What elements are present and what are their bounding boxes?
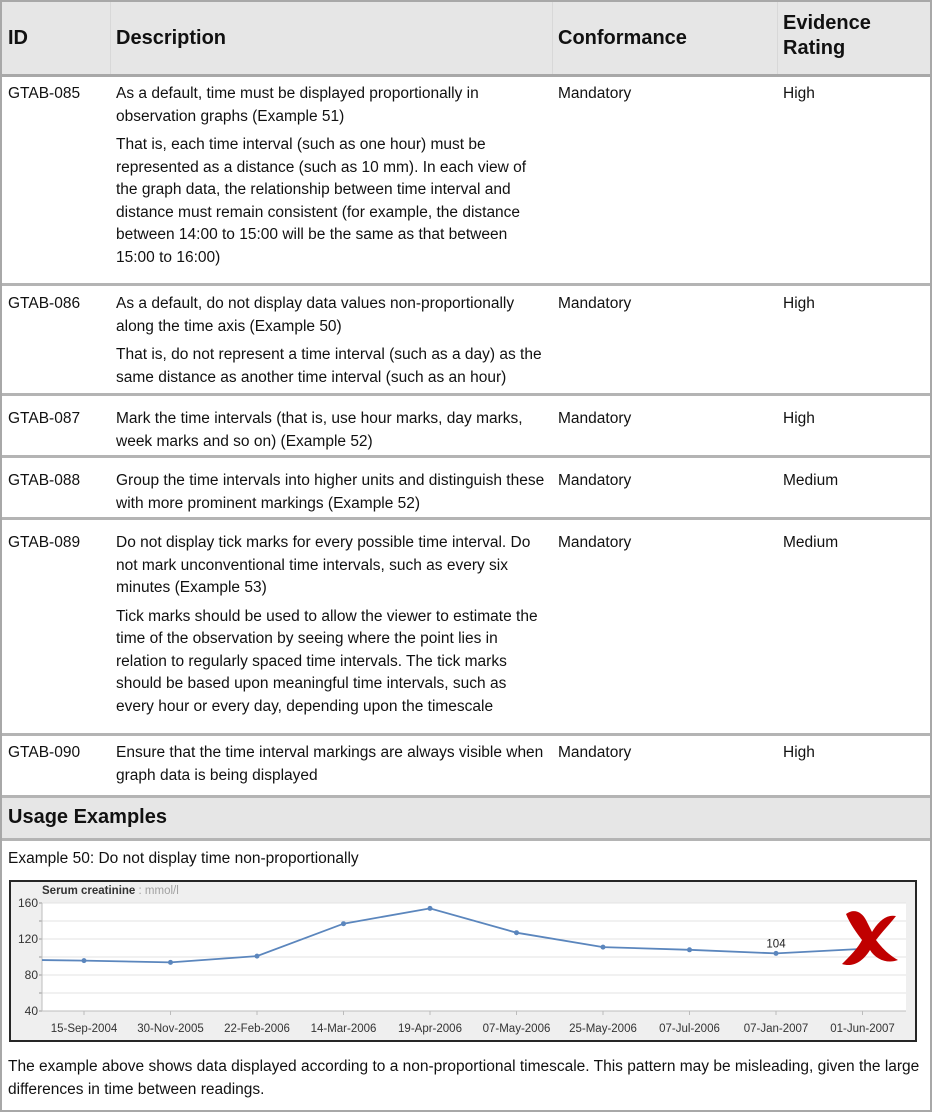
- description-main: Ensure that the time interval markings are always visible when graph data is being displayed: [116, 744, 544, 784]
- header-description: Description: [116, 27, 227, 49]
- row-conformance: Mandatory: [558, 85, 632, 102]
- x-tick-label: 15-Sep-2004: [50, 1023, 118, 1035]
- description-main: Mark the time intervals (that is, use hour marks, day marks, week marks and so on) (Example 52): [116, 410, 523, 450]
- table-row: [2, 77, 930, 286]
- divider: [777, 2, 778, 74]
- data-point[interactable]: [774, 951, 779, 956]
- row-id: GTAB-085: [8, 85, 81, 102]
- row-description: [116, 293, 548, 389]
- data-point[interactable]: [255, 954, 260, 959]
- table-row: [2, 520, 930, 736]
- chart-unit-separator: :: [135, 885, 145, 897]
- data-point[interactable]: [341, 921, 346, 926]
- table-row: [2, 736, 930, 798]
- row-evidence-rating: Medium: [783, 472, 839, 489]
- x-tick-label: 07-Jan-2007: [743, 1023, 809, 1035]
- row-evidence-rating: High: [783, 744, 815, 761]
- y-tick-label: 80: [24, 968, 38, 982]
- row-conformance: Mandatory: [558, 295, 632, 312]
- data-point[interactable]: [428, 906, 433, 911]
- y-tick-label: 120: [17, 932, 38, 946]
- divider: [552, 2, 553, 74]
- example-caption: The example above shows data displayed according to a non-proportional timescale. This pattern may be misleading, given the large differences in time between readings.: [8, 1058, 920, 1098]
- data-point[interactable]: [687, 947, 692, 952]
- row-id: GTAB-089: [8, 534, 81, 551]
- data-point[interactable]: [514, 930, 519, 935]
- description-detail: That is, do not represent a time interval (such as a day) as the same distance as another time interval (such as an hour): [116, 346, 542, 386]
- x-tick-label: 30-Nov-2005: [137, 1023, 204, 1035]
- row-evidence-rating: High: [783, 85, 815, 102]
- row-evidence-rating: High: [783, 410, 815, 427]
- data-point[interactable]: [601, 945, 606, 950]
- row-description: [116, 83, 548, 269]
- row-description: [116, 470, 548, 515]
- data-point[interactable]: [168, 960, 173, 965]
- table-row: [2, 396, 930, 458]
- y-tick-label: 40: [24, 1004, 38, 1018]
- table-row: [2, 286, 930, 396]
- row-id: GTAB-090: [8, 744, 81, 761]
- table-header: [2, 2, 930, 77]
- row-conformance: Mandatory: [558, 534, 632, 551]
- description-detail: Tick marks should be used to allow the viewer to estimate the time of the observation by seeing where the point lies in relation to regularly spaced time intervals. The tick marks should be based upon meaningful time intervals, such as every hour or every day, depending upon the timescale: [116, 607, 538, 715]
- data-point[interactable]: [82, 958, 87, 963]
- chart-title-label: Serum creatinine: [42, 885, 136, 897]
- row-description: [116, 408, 548, 453]
- description-main: As a default, time must be displayed proportionally in observation graphs (Example 51): [116, 85, 479, 125]
- x-tick-label: 07-May-2006: [482, 1023, 551, 1035]
- x-tick-label: 19-Apr-2006: [398, 1023, 462, 1035]
- example-title: Example 50: Do not display time non-proportionally: [8, 850, 359, 867]
- header-evidence-rating: [783, 11, 871, 61]
- description-main: Do not display tick marks for every possible time interval. Do not mark unconventional time intervals, such as every six minutes (Example 53): [116, 534, 531, 596]
- row-evidence-rating: High: [783, 295, 815, 312]
- row-id: GTAB-088: [8, 472, 81, 489]
- row-conformance: Mandatory: [558, 744, 632, 761]
- row-description: [116, 532, 548, 718]
- chart-plot: [11, 882, 915, 1040]
- x-tick-label: 01-Jun-2007: [830, 1023, 895, 1035]
- y-tick-label: 160: [17, 896, 38, 910]
- row-id: GTAB-087: [8, 410, 81, 427]
- x-tick-label: 25-May-2006: [569, 1023, 637, 1035]
- row-id: GTAB-086: [8, 295, 81, 312]
- description-detail: That is, each time interval (such as one hour) must be represented as a distance (such as 10 mm). In each view of the graph data, the relationship between time interval and distance must remain consistent (for example, the distance between 14:00 to 15:00 will be the same as that between 15:00 to 16:00): [116, 136, 527, 266]
- x-tick-label: 22-Feb-2006: [224, 1023, 290, 1035]
- header-conformance: Conformance: [558, 27, 687, 49]
- table-row: [2, 458, 930, 520]
- data-label: 104: [766, 938, 786, 951]
- header-id: ID: [8, 27, 28, 49]
- header-evidence-rating-line2: Rating: [783, 37, 846, 59]
- description-main: As a default, do not display data values non-proportionally along the time axis (Example 50): [116, 295, 515, 335]
- usage-examples-heading: [2, 798, 930, 841]
- x-tick-label: 07-Jul-2006: [659, 1023, 720, 1035]
- row-description: [116, 742, 548, 787]
- chart-unit: mmol/l: [144, 885, 179, 897]
- header-evidence-rating-line1: Evidence: [783, 12, 871, 34]
- row-evidence-rating: Medium: [783, 534, 839, 551]
- row-conformance: Mandatory: [558, 472, 632, 489]
- example-chart: [9, 880, 917, 1042]
- row-conformance: Mandatory: [558, 410, 632, 427]
- divider: [110, 2, 111, 74]
- usage-examples-title: Usage Examples: [8, 806, 167, 828]
- description-main: Group the time intervals into higher units and distinguish these with more prominent markings (Example 52): [116, 472, 545, 512]
- x-tick-label: 14-Mar-2006: [310, 1023, 377, 1035]
